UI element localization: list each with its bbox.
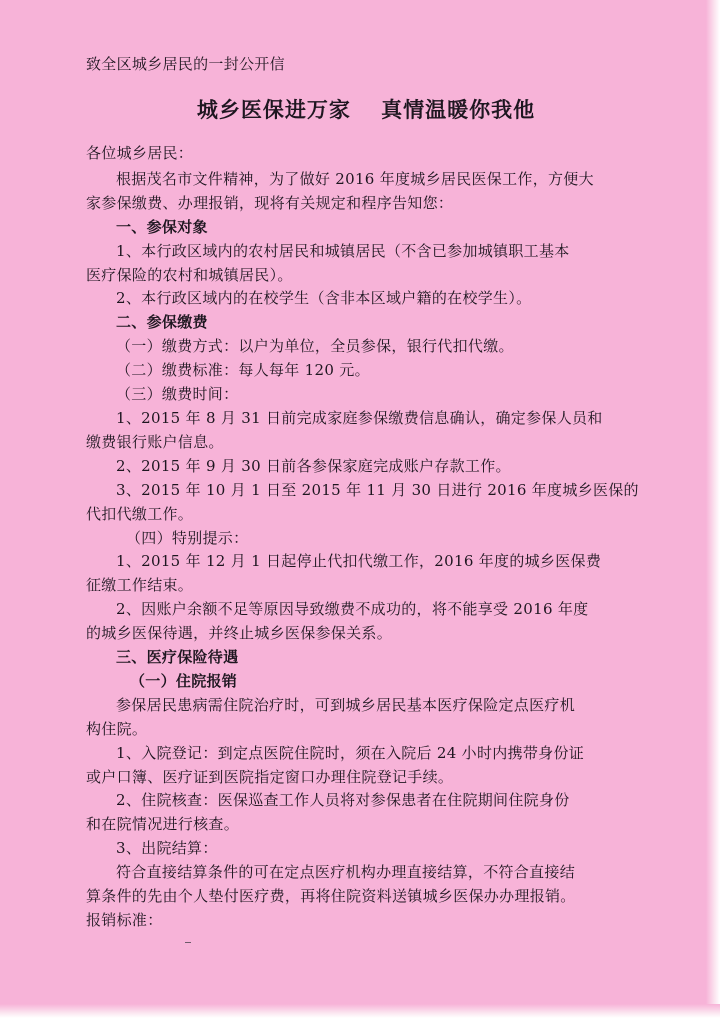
hospitalization-intro-b: 构住院。 xyxy=(86,719,148,738)
notice-heading: （四）特别提示： xyxy=(126,528,249,547)
hospitalization-intro-a: 参保居民患病需住院治疗时，可到城乡居民基本医疗保险定点医疗机 xyxy=(116,695,576,714)
inspection-b: 和在院情况进行核查。 xyxy=(86,815,240,834)
enrollee-item-1a: 1、本行政区域内的农村居民和城镇居民（不含已参加城镇职工基本 xyxy=(116,241,570,260)
admission-b: 或户口簿、医疗证到医院指定窗口办理住院登记手续。 xyxy=(86,767,454,786)
section-heading-payment: 二、参保缴费 xyxy=(116,313,208,332)
enrollee-item-1b: 医疗保险的农村和城镇居民）。 xyxy=(86,265,293,284)
notice-2b: 的城乡医保待遇，并终止城乡医保参保关系。 xyxy=(86,624,393,643)
section-heading-enrollees: 一、参保对象 xyxy=(116,217,208,236)
hospitalization-heading: （一）住院报销 xyxy=(130,671,238,690)
payment-time-1a: 1、2015 年 8 月 31 日前完成家庭参保缴费信息确认，确定参保人员和 xyxy=(116,408,603,427)
letter-body xyxy=(86,52,646,933)
payment-time-heading: （三）缴费时间： xyxy=(116,385,239,404)
intro-line-1: 根据茂名市文件精神，为了做好 2016 年度城乡居民医保工作，方便大 xyxy=(116,169,594,188)
payment-time-3b: 代扣代缴工作。 xyxy=(86,504,194,523)
enrollee-item-2: 2、本行政区域内的在校学生（含非本区域户籍的在校学生）。 xyxy=(116,289,532,308)
intro-line-2: 家参保缴费、办理报销，现将有关规定和程序告知您： xyxy=(86,193,454,212)
stray-mark xyxy=(185,942,191,943)
payment-method: （一）缴费方式：以户为单位，全员参保，银行代扣代缴。 xyxy=(116,337,514,356)
notice-1a: 1、2015 年 12 月 1 日起停止代扣代缴工作，2016 年度的城乡医保费 xyxy=(116,552,602,571)
letter-title: 城乡医保进万家 真情温暖你我他 xyxy=(196,97,536,122)
scan-edge-bottom xyxy=(0,1004,720,1018)
section-heading-benefits: 三、医疗保险待遇 xyxy=(116,648,239,667)
notice-2a: 2、因账户余额不足等原因导致缴费不成功的，将不能享受 2016 年度 xyxy=(116,600,589,619)
admission-a: 1、入院登记：到定点医院住院时，须在入院后 24 小时内携带身份证 xyxy=(116,743,585,762)
payment-time-1b: 缴费银行账户信息。 xyxy=(86,432,224,451)
notice-1b: 征缴工作结束。 xyxy=(86,576,194,595)
discharge-b: 算条件的先由个人垫付医疗费，再将住院资料送镇城乡医保办办理报销。 xyxy=(86,887,576,906)
scan-edge-right xyxy=(706,0,720,1018)
inspection-a: 2、住院核查：医保巡查工作人员将对参保患者在住院期间住院身份 xyxy=(116,791,570,810)
discharge-c: 报销标准： xyxy=(86,911,163,929)
letter-subtitle: 致全区城乡居民的一封公开信 xyxy=(86,55,285,73)
payment-time-3a: 3、2015 年 10 月 1 日至 2015 年 11 月 30 日进行 2016 年度城乡医保的 xyxy=(116,480,639,499)
discharge-a: 符合直接结算条件的可在定点医疗机构办理直接结算，不符合直接结 xyxy=(116,863,576,882)
discharge-heading: 3、出院结算： xyxy=(116,839,218,858)
payment-standard: （二）缴费标准：每人每年 120 元。 xyxy=(116,361,370,380)
payment-time-2: 2、2015 年 9 月 30 日前各参保家庭完成账户存款工作。 xyxy=(116,456,511,475)
greeting: 各位城乡居民： xyxy=(86,144,194,162)
